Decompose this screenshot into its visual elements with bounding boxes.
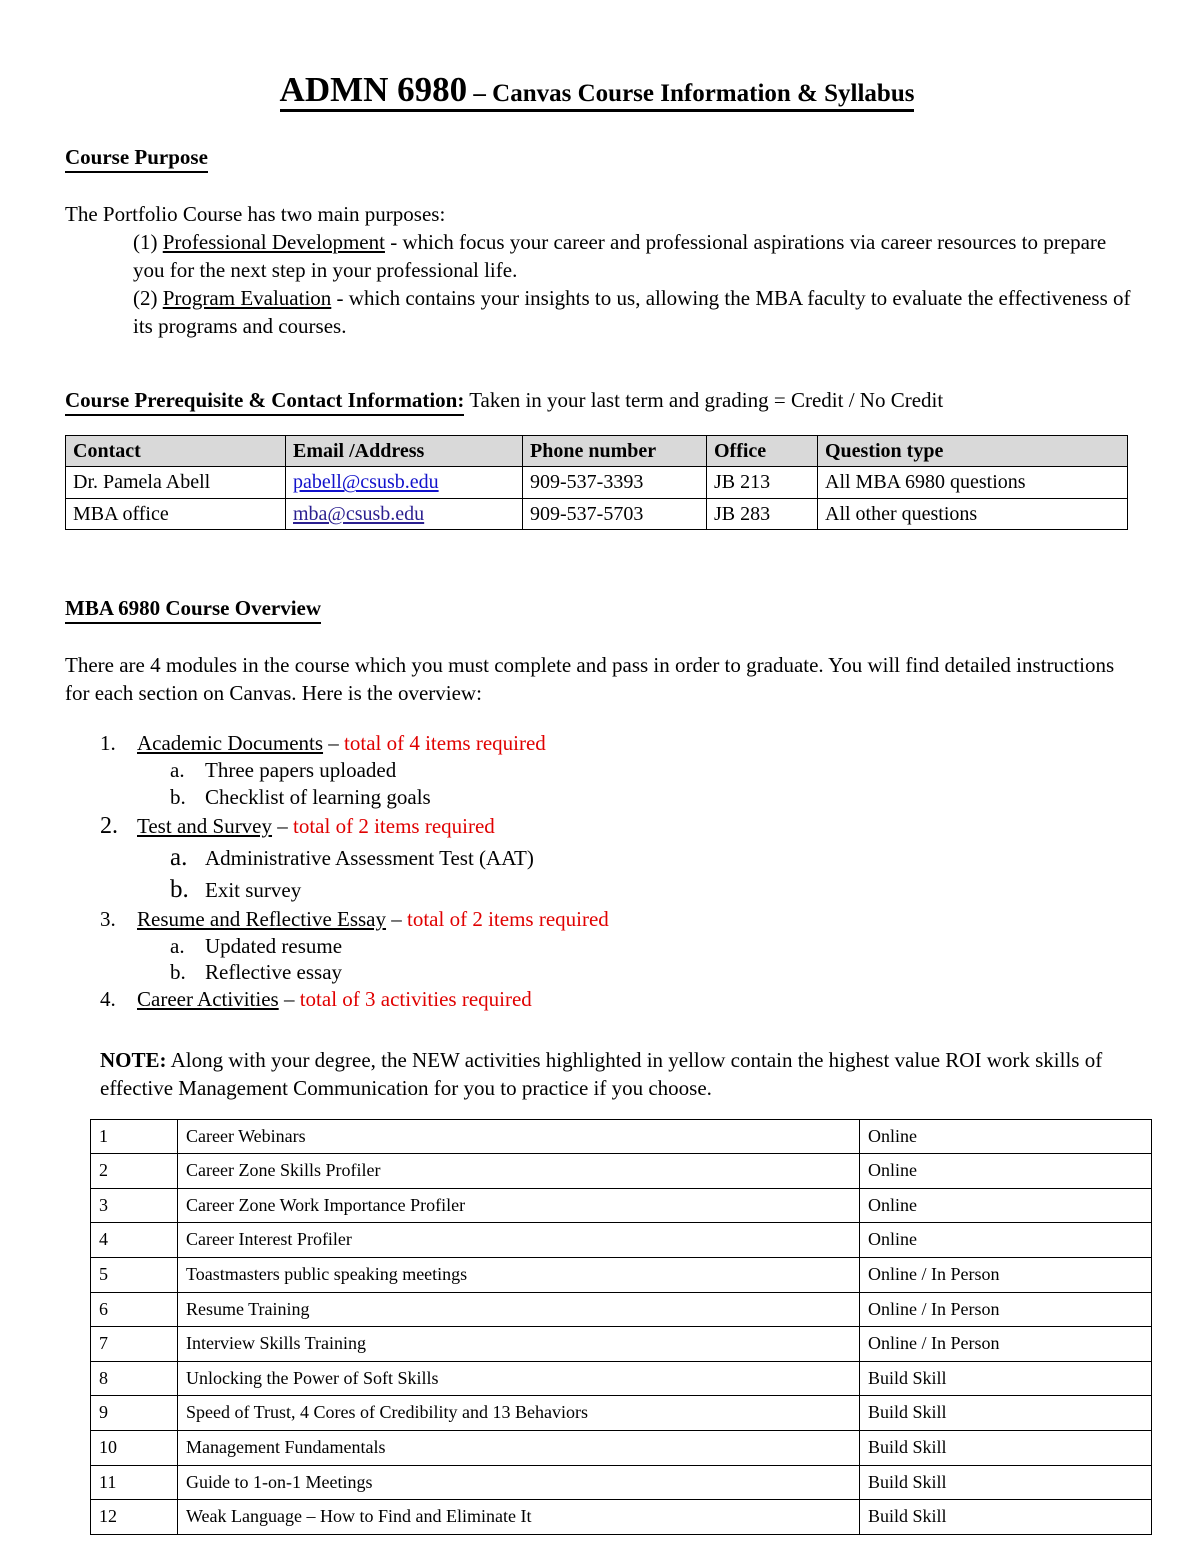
activity-number-cell: 6	[91, 1292, 178, 1327]
point-1-number: (1)	[133, 230, 163, 255]
activity-number-cell: 1	[91, 1119, 178, 1154]
list-item	[0, 842, 1194, 874]
list-item-body	[137, 906, 1194, 933]
activity-name-cell: Interview Skills Training	[178, 1327, 860, 1362]
module-dash: –	[386, 906, 408, 931]
module-requirement: total of 2 items required	[407, 906, 609, 931]
section-heading-course-purpose	[0, 112, 1194, 173]
spacer	[0, 173, 1194, 201]
spacer	[0, 1013, 1194, 1047]
module-requirement: total of 3 activities required	[299, 987, 532, 1012]
section-heading-overview	[0, 596, 1194, 624]
note-paragraph	[0, 1047, 1194, 1102]
activity-number-cell: 2	[91, 1154, 178, 1189]
activity-number-cell: 10	[91, 1430, 178, 1465]
email-link[interactable]: pabell@csusb.edu	[293, 471, 439, 494]
table-row	[91, 1465, 1152, 1500]
table-row	[91, 1396, 1152, 1431]
list-item	[0, 730, 1194, 757]
activity-name-cell: Resume Training	[178, 1292, 860, 1327]
table-row	[91, 1327, 1152, 1362]
contact-email-cell	[286, 467, 523, 498]
activity-number-cell: 9	[91, 1396, 178, 1431]
prerequisite-label: Course Prerequisite & Contact Information:	[65, 387, 464, 416]
overview-heading-text: MBA 6980 Course Overview	[65, 596, 321, 624]
activity-mode-cell: Online	[860, 1223, 1152, 1258]
activity-mode-cell: Online / In Person	[860, 1327, 1152, 1362]
list-item	[0, 811, 1194, 842]
contact-name-cell: MBA office	[66, 498, 286, 529]
module-outline	[0, 730, 1194, 1013]
activity-name-cell: Toastmasters public speaking meetings	[178, 1257, 860, 1292]
activity-name-cell: Speed of Trust, 4 Cores of Credibility and 13 Behaviors	[178, 1396, 860, 1431]
contact-office-cell: JB 213	[707, 467, 818, 498]
note-text: Along with your degree, the NEW activities highlighted in yellow contain the highest value ROI work skills of effective Management Communication for you to practice if you choose.	[100, 1048, 1103, 1100]
contact-name-cell: Dr. Pamela Abell	[66, 467, 286, 498]
point-1-rest: - which focus your career and professional aspirations via career resources to prepare you for the next step in your professional life.	[133, 230, 1107, 283]
module-title: Career Activities	[137, 987, 279, 1012]
contact-question-type-cell: All other questions	[818, 498, 1128, 529]
sub-list-text: Checklist of learning goals	[205, 785, 431, 810]
course-purpose-heading-text: Course Purpose	[65, 145, 208, 173]
contact-col-header-phone: Phone number	[523, 436, 707, 467]
contact-col-header-email: Email /Address	[286, 436, 523, 467]
module-title: Resume and Reflective Essay	[137, 906, 387, 931]
course-purpose-intro: The Portfolio Course has two main purposes:	[65, 202, 446, 227]
email-link[interactable]: mba@csusb.edu	[293, 502, 425, 525]
spacer	[0, 624, 1194, 652]
table-row	[91, 1430, 1152, 1465]
list-marker: 4.	[100, 987, 116, 1012]
prerequisite-detail: Taken in your last term and grading = Credit / No Credit	[464, 387, 944, 412]
activity-name-cell: Management Fundamentals	[178, 1430, 860, 1465]
module-title: Academic Documents	[137, 731, 324, 756]
activity-number-cell: 11	[91, 1465, 178, 1500]
activity-mode-cell: Build Skill	[860, 1500, 1152, 1535]
activity-name-cell: Guide to 1-on-1 Meetings	[178, 1465, 860, 1500]
activity-mode-cell: Build Skill	[860, 1465, 1152, 1500]
list-item	[0, 906, 1194, 933]
course-purpose-point-1	[0, 229, 1194, 285]
activity-mode-cell: Build Skill	[860, 1396, 1152, 1431]
table-row	[91, 1223, 1152, 1258]
activity-mode-cell: Online	[860, 1154, 1152, 1189]
activity-mode-cell: Build Skill	[860, 1361, 1152, 1396]
table-row	[66, 467, 1128, 498]
activity-name-cell: Career Webinars	[178, 1119, 860, 1154]
list-item-body	[137, 811, 1194, 842]
activity-name-cell: Career Zone Work Importance Profiler	[178, 1188, 860, 1223]
module-requirement: total of 4 items required	[344, 731, 546, 756]
course-code: ADMN 6980	[279, 70, 468, 109]
list-item-body	[137, 986, 1194, 1013]
table-row	[66, 498, 1128, 529]
activity-name-cell: Career Zone Skills Profiler	[178, 1154, 860, 1189]
spacer	[0, 708, 1194, 730]
table-row	[91, 1361, 1152, 1396]
module-title: Test and Survey	[137, 813, 273, 838]
sub-list-marker: a.	[170, 933, 185, 958]
point-2-number: (2)	[133, 285, 163, 310]
activity-mode-cell: Online / In Person	[860, 1292, 1152, 1327]
point-1-term: Professional Development	[162, 230, 385, 255]
list-item	[0, 874, 1194, 906]
activity-number-cell: 7	[91, 1327, 178, 1362]
course-subtitle: – Canvas Course Information & Syllabus	[467, 80, 915, 107]
prerequisite-line	[0, 387, 1194, 416]
contact-question-type-cell: All MBA 6980 questions	[818, 467, 1128, 498]
list-marker: 3.	[100, 906, 116, 931]
list-marker: 1.	[100, 731, 116, 756]
activity-number-cell: 3	[91, 1188, 178, 1223]
activity-mode-cell: Build Skill	[860, 1430, 1152, 1465]
activity-name-cell: Weak Language – How to Find and Eliminate It	[178, 1500, 860, 1535]
spacer	[0, 341, 1194, 387]
contact-email-cell	[286, 498, 523, 529]
activity-number-cell: 12	[91, 1500, 178, 1535]
activity-name-cell: Career Interest Profiler	[178, 1223, 860, 1258]
module-dash: –	[323, 731, 345, 756]
spacer	[0, 530, 1194, 576]
contact-col-header-contact: Contact	[66, 436, 286, 467]
list-item	[0, 757, 1194, 784]
sub-list-marker: b.	[170, 960, 186, 985]
contact-table-head	[66, 436, 1128, 467]
course-purpose-point-2	[0, 285, 1194, 341]
table-row	[91, 1500, 1152, 1535]
contact-phone-cell: 909-537-3393	[523, 467, 707, 498]
contact-phone-cell: 909-537-5703	[523, 498, 707, 529]
sub-list-marker: b.	[170, 875, 189, 903]
sub-list-marker: a.	[170, 843, 188, 871]
list-item	[0, 784, 1194, 811]
overview-paragraph: There are 4 modules in the course which you must complete and pass in order to graduate. You will find detailed instructions for each section on Canvas. Here is the overview:	[65, 653, 1115, 706]
activity-number-cell: 5	[91, 1257, 178, 1292]
note-label: NOTE:	[100, 1048, 167, 1073]
list-marker: 2.	[100, 812, 118, 839]
sub-list-text: Exit survey	[205, 877, 302, 902]
contact-office-cell: JB 283	[707, 498, 818, 529]
module-dash: –	[272, 813, 294, 838]
activity-mode-cell: Online / In Person	[860, 1257, 1152, 1292]
table-row	[91, 1119, 1152, 1154]
table-row	[91, 1188, 1152, 1223]
sub-list-text: Administrative Assessment Test (AAT)	[205, 845, 534, 870]
point-2-term: Program Evaluation	[162, 285, 332, 310]
module-requirement: total of 2 items required	[293, 813, 495, 838]
contact-table-header-row	[66, 436, 1128, 467]
list-item	[0, 959, 1194, 986]
contact-table	[65, 435, 1128, 530]
list-item	[0, 986, 1194, 1013]
activity-number-cell: 4	[91, 1223, 178, 1258]
sub-list-text: Updated resume	[205, 933, 343, 958]
sub-list-marker: b.	[170, 785, 186, 810]
sub-list-marker: a.	[170, 758, 185, 783]
module-dash: –	[278, 987, 300, 1012]
contact-col-header-office: Office	[707, 436, 818, 467]
list-item-body	[137, 730, 1194, 757]
sub-list-text: Reflective essay	[205, 960, 343, 985]
activity-number-cell: 8	[91, 1361, 178, 1396]
sub-list-text: Three papers uploaded	[205, 758, 397, 783]
contact-col-header-question-type: Question type	[818, 436, 1128, 467]
activity-table	[90, 1119, 1152, 1535]
table-row	[91, 1257, 1152, 1292]
table-row	[91, 1292, 1152, 1327]
page-title-underline-group	[280, 72, 915, 112]
page-title	[0, 0, 1194, 112]
activity-table-body	[91, 1119, 1152, 1534]
activity-name-cell: Unlocking the Power of Soft Skills	[178, 1361, 860, 1396]
spacer	[0, 576, 1194, 596]
list-item	[0, 933, 1194, 960]
contact-table-body	[66, 467, 1128, 530]
activity-mode-cell: Online	[860, 1188, 1152, 1223]
table-row	[91, 1154, 1152, 1189]
point-2-rest: - which contains your insights to us, allowing the MBA faculty to evaluate the effectiveness of its programs and courses.	[133, 285, 1131, 338]
activity-mode-cell: Online	[860, 1119, 1152, 1154]
